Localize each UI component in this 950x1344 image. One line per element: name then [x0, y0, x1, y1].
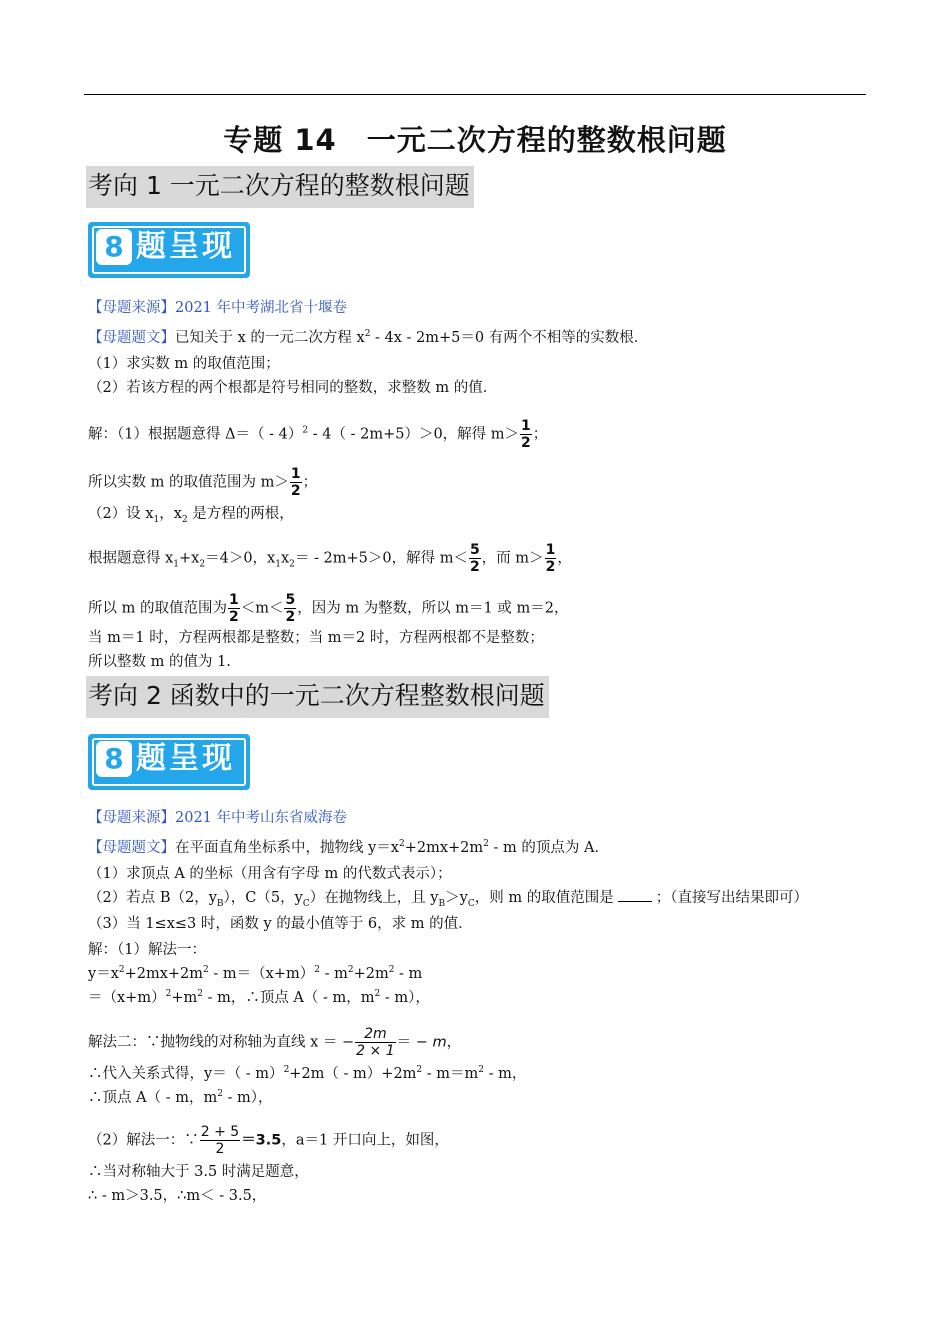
- document-title: 专题 14 一元二次方程的整数根问题: [223, 123, 727, 157]
- solution-line-3: （2）设 $x_1$，$x_2$ 是方程的两根，: [88, 506, 294, 525]
- badge-label: 题呈现: [136, 229, 235, 264]
- source-line: 【母题来源】2021 年中考山东省威海卷: [88, 810, 348, 826]
- badge-icon: 8: [96, 741, 132, 777]
- solution-line-7: （2）解法一：∵ $\frac{2 + 5}{2}$ ＝3.5，a＝1 开口向上，如图，: [88, 1124, 449, 1157]
- solution-line-2: $y=x^2+2mx+2m^2 - m=(x+m)^2 - m^2+2m^2 - m$: [88, 965, 423, 982]
- solution-line-1: 解：（1）解法一：: [88, 942, 206, 958]
- topic-badge-2: [88, 734, 250, 790]
- solution-line-3: $=(x+m)^2+m^2 - m$，∴顶点 A（ - m，$m^2 - m$），: [88, 989, 430, 1006]
- question-2: （2）若该方程的两个根都是符号相同的整数，求整数 m 的值．: [88, 380, 498, 396]
- problem-line: 【母题题文】在平面直角坐标系中，抛物线 $y=x^2+2mx+2m^2 - m$ 的顶点为 A．: [88, 839, 609, 856]
- badge-label: 题呈现: [136, 741, 235, 776]
- solution-line-6: ∴顶点 A（ - m，$m^2 - m$），: [88, 1089, 273, 1106]
- question-3: （3）当 1≤x≤3 时，函数 y 的最小值等于 6，求 m 的值．: [88, 916, 473, 932]
- badge-icon: 8: [96, 229, 132, 265]
- top-rule: [84, 94, 866, 95]
- solution-line-6: 当 m＝1 时，方程两根都是整数；当 m＝2 时，方程两根都不是整数；: [88, 630, 544, 646]
- problem-line: 【母题题文】已知关于 x 的一元二次方程 $x^2 - 4x - 2m+5=0$ 有两个不相等的实数根．: [88, 329, 649, 346]
- solution-line-5: 所以 m 的取值范围为 $\frac{1}{2}$ ＜m＜ $\frac{5}{2}$ ，因为 m 为整数，所以 m＝1 或 m＝2，: [88, 592, 569, 625]
- solution-line-7: 所以整数 m 的值为 1.: [88, 654, 231, 670]
- solution-line-4: 解法二：∵抛物线的对称轴为直线 x ＝ − $\frac{2m}{2 \times 1}$ ＝ − m，: [88, 1026, 462, 1059]
- section2-heading: 考向 2 函数中的一元二次方程整数根问题: [86, 676, 549, 718]
- question-1: （1）求实数 m 的取值范围；: [88, 356, 280, 372]
- solution-line-4: 根据题意得 $x_1+x_2=4>0$，$x_1x_2= - 2m+5>0$，解得 m＜ $\frac{5}{2}$ ，而 m＞ $\frac{1}{2}$ ，: [88, 542, 572, 575]
- solution-line-2: 所以实数 m 的取值范围为 m＞ $\frac{1}{2}$ ；: [88, 466, 318, 499]
- solution-line-8: ∴当对称轴大于 3.5 时满足题意，: [88, 1164, 309, 1180]
- answer-blank: [618, 901, 652, 902]
- solution-line-5: ∴代入关系式得，$y=( - m)^2+2m( - m)+2m^2 - m=m^2 - m$，: [88, 1065, 527, 1082]
- question-2: （2）若点 B（2，$y_B$），C（5，$y_C$）在抛物线上，且 $y_B>y_C$，则 m 的取值范围是 ；（直接写出结果即可）: [88, 890, 808, 909]
- solution-line-9: ∴ - m＞3.5，∴m＜ - 3.5，: [88, 1188, 267, 1204]
- solution-line-1: 解：（1）根据题意得 Δ＝（ - 4）$^2$ - 4（ - 2m+5）＞0，解得 m＞ $\frac{1}{2}$ ；: [88, 418, 548, 451]
- topic-badge-1: [88, 222, 250, 278]
- section1-heading: 考向 1 一元二次方程的整数根问题: [86, 166, 474, 208]
- question-1: （1）求顶点 A 的坐标（用含有字母 m 的代数式表示）；: [88, 866, 452, 882]
- source-line: 【母题来源】2021 年中考湖北省十堰卷: [88, 300, 348, 316]
